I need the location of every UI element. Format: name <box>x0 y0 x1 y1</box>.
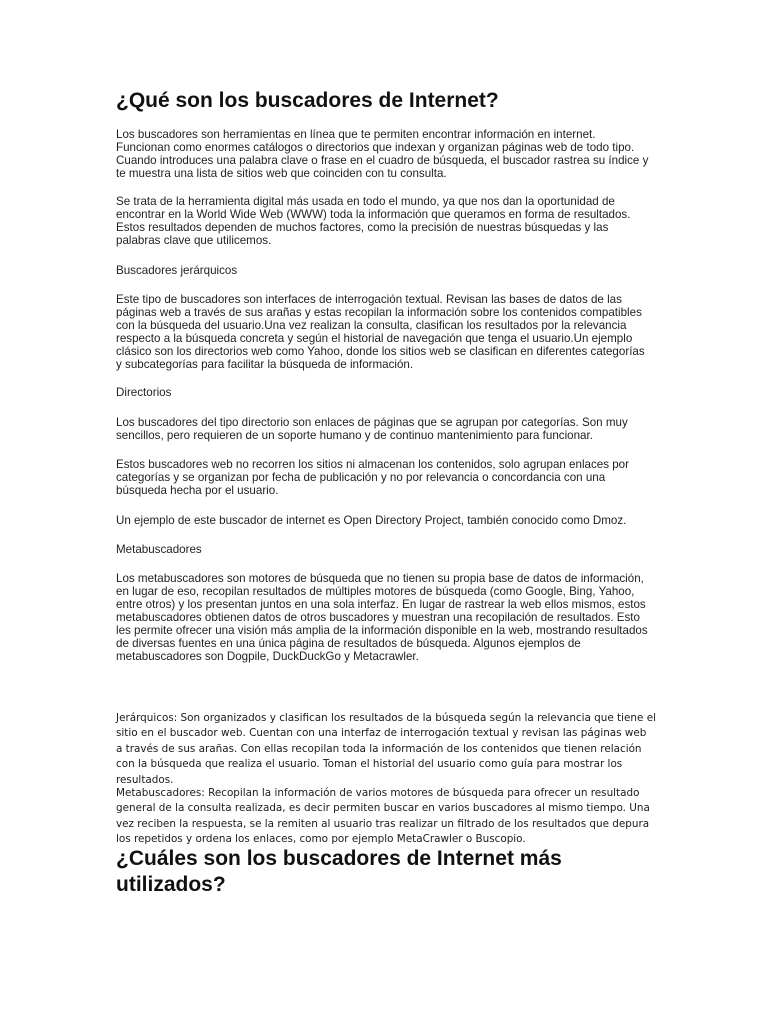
section-heading-directorios: Directorios <box>116 386 172 399</box>
directorios-paragraph-1: Los buscadores del tipo directorio son enlaces de páginas que se agrupan por categorías. Son muy sencillos, pero requieren de un soporte humano y de continuo mantenimiento para funcionar. <box>116 416 628 442</box>
jerarquicos-paragraph: Este tipo de buscadores son interfaces de interrogación textual. Revisan las bases de datos de las páginas web a través de sus arañas y estas recopilan la información sobre los contenidos compatibles con la búsqueda del usuario.Una vez realizan la consulta, clasifican los resultados por la relevancia respecto a la búsqueda concreta y según el historial de navegación que tenga el usuario.Un ejemplo clásico son los directorios web como Yahoo, donde los sitios web se clasifican en diferentes categorías y subcategorías para facilitar la búsqueda de información. <box>116 293 645 371</box>
summary-metabuscadores: Metabuscadores: Recopilan la información de varios motores de búsqueda para ofrecer un resultado general de la consulta realizada, es decir permiten buscar en varios buscadores al mismo tiempo. Una vez reciben la respuesta, se la remiten al usuario tras realizar un filtrado de los resultados que depura los repetidos y ordena los enlaces, como por ejemplo MetaCrawler o Buscopio. <box>116 787 650 846</box>
summary-jerarquicos: Jerárquicos: Son organizados y clasifican los resultados de la búsqueda según la relevancia que tiene el sitio en el buscador web. Cuentan con una interfaz de interrogación textual y revisan las páginas web a través de sus arañas. Con ellas recopilan toda la información de los contenidos que tienen relación con la búsqueda que realiza el usuario. Toman el historial del usuario como guía para mostrar los resultados. <box>116 712 656 786</box>
section-heading-jerarquicos: Buscadores jerárquicos <box>116 264 238 277</box>
section-title-mas-utilizados: ¿Cuáles son los buscadores de Internet más utilizados? <box>116 847 562 896</box>
metabuscadores-paragraph: Los metabuscadores son motores de búsqueda que no tienen su propia base de datos de información, en lugar de eso, recopilan resultados de múltiples motores de búsqueda (como Google, Bing, Yahoo, entre otros) y los presentan juntos en una sola interfaz. En lugar de rastrear la web ellos mismos, estos metabuscadores obtienen datos de otros buscadores y muestran una recopilación de resultados. Esto les permite ofrecer una visión más amplia de la información disponible en la web, mostrando resultados de diversas fuentes en una única página de resultados de búsqueda. Algunos ejemplos de metabuscadores son Dogpile, DuckDuckGo y Metacrawler. <box>116 572 648 663</box>
directorios-paragraph-3: Un ejemplo de este buscador de internet es Open Directory Project, también conocido como Dmoz. <box>116 514 627 527</box>
page-title: ¿Qué son los buscadores de Internet? <box>116 89 499 112</box>
intro-paragraph-1: Los buscadores son herramientas en línea que te permiten encontrar información en internet. Funcionan como enormes catálogos o directorios que indexan y organizan páginas web de todo tipo. Cuando introduces una palabra clave o frase en el cuadro de búsqueda, el buscador rastrea su índice y te muestra una lista de sitios web que coinciden con tu consulta. <box>116 128 649 180</box>
intro-paragraph-2: Se trata de la herramienta digital más usada en todo el mundo, ya que nos dan la oportunidad de encontrar en la World Wide Web (WWW) toda la información que queramos en forma de resultados. Estos resultados dependen de muchos factores, como la precisión de nuestras búsquedas y las palabras clave que utilicemos. <box>116 195 631 247</box>
section-heading-metabuscadores: Metabuscadores <box>116 543 202 556</box>
directorios-paragraph-2: Estos buscadores web no recorren los sitios ni almacenan los contenidos, solo agrupan enlaces por categorías y se organizan por fecha de publicación y no por relevancia o concordancia con una búsqueda hecha por el usuario. <box>116 458 629 497</box>
